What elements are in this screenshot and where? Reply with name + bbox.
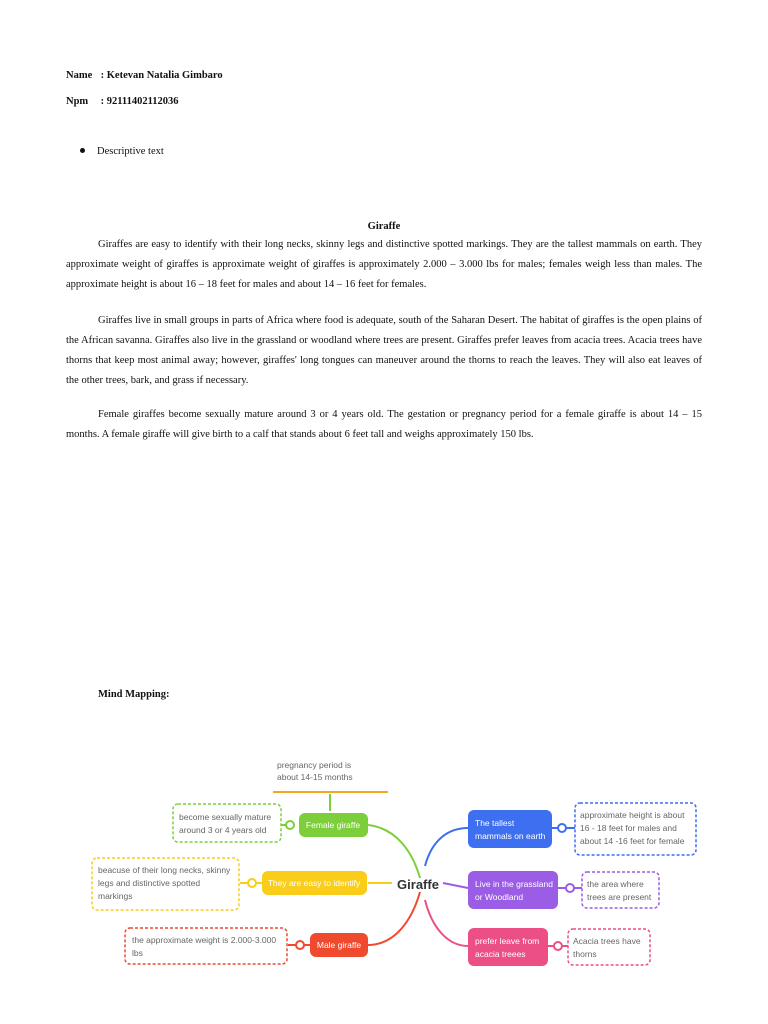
male-giraffe-label: Male giraffe <box>316 940 362 950</box>
acacia-note-line-1: Acacia trees have <box>573 936 641 946</box>
acacia-node <box>468 928 548 966</box>
top-note-line-2: about 14-15 months <box>277 772 353 782</box>
bullet-item <box>80 146 164 157</box>
grassland-note-box <box>582 872 659 908</box>
connector-male <box>368 892 420 945</box>
grassland-label-line-1: Live in the grassland <box>475 879 553 889</box>
paragraph-1: Giraffes are easy to identify with their long necks, skinny legs and distinctive spotted markings. They are the tallest mammals on earth. They approximate weight of giraffes is approximate weight of giraffes is approximately 2.000 – 3.000 lbs for males; females weigh less than males. The approximate height is about 16 – 18 feet for males and about 14 – 16 feet for females. <box>66 239 702 290</box>
female-note-line-2: around 3 or 4 years old <box>179 825 267 835</box>
tallest-label-line-1: The tallest <box>475 818 515 828</box>
acacia-note-box <box>568 929 650 965</box>
acacia-label-line-2: acacia treees <box>475 949 526 959</box>
tallest-connector-dot <box>558 824 566 832</box>
npm-value: : 92111402112036 <box>100 96 179 107</box>
male-note-box <box>125 928 287 964</box>
female-connector-dot <box>286 821 294 829</box>
bullet-dot-icon <box>80 148 85 153</box>
mind-mapping-heading: Mind Mapping: <box>98 689 170 700</box>
connector-tallest <box>425 828 468 866</box>
tallest-mammals-node <box>468 810 552 848</box>
document-title: Giraffe <box>367 221 401 232</box>
identify-note-line-2: legs and distinctive spotted <box>98 878 201 888</box>
grassland-label-line-2: or Woodland <box>475 892 524 902</box>
female-giraffe-label: Female giraffe <box>305 820 361 830</box>
tallest-note-line-3: about 14 -16 feet for female <box>580 836 685 846</box>
identify-connector-dot <box>248 879 256 887</box>
male-note-line-1: the approximate weight is 2.000-3.000 <box>132 935 277 945</box>
acacia-connector-dot <box>554 942 562 950</box>
name-line <box>66 70 223 81</box>
top-note-text <box>277 760 354 782</box>
npm-line <box>66 96 179 107</box>
female-note-line-1: become sexually mature <box>179 812 272 822</box>
identify-note-line-3: markings <box>98 891 133 901</box>
center-node: Giraffe <box>397 877 439 892</box>
bullet-text: Descriptive text <box>97 146 164 157</box>
connector-female <box>368 825 420 878</box>
female-note-box <box>173 804 281 842</box>
name-value: : Ketevan Natalia Gimbaro <box>100 70 223 81</box>
acacia-note-line-2: thorns <box>573 949 597 959</box>
acacia-label-line-1: prefer leave from <box>475 936 540 946</box>
identify-note-line-1: beacuse of their long necks, skinny <box>98 865 231 875</box>
top-note-line-1: pregnancy period is <box>277 760 352 770</box>
male-note-line-2: lbs <box>132 948 143 958</box>
tallest-note-line-2: 16 - 18 feet for males and <box>580 823 677 833</box>
paragraph-3: Female giraffes become sexually mature around 3 or 4 years old. The gestation or pregnancy period for a female giraffe is about 14 – 15 months. A female giraffe will give birth to a calf that stands about 6 feet tall and weighs approximately 150 lbs. <box>66 409 702 440</box>
easy-to-identify-label: They are easy to identify <box>267 878 361 888</box>
connector-grassland <box>443 883 468 888</box>
paragraph-2: Giraffes live in small groups in parts of Africa where food is adequate, south of the Saharan Desert. The habitat of giraffes is the open plains of the African savanna. Giraffes also live in the grassland or woodland where trees are present. Giraffes prefer leaves from acacia trees. Acacia trees have thorns that keep most animal away; however, giraffes' long tongues can maneuver around the thorns to reach the leaves. They will also eat leaves of the other trees, bark, and grass if necessary. <box>66 315 702 386</box>
tallest-label-line-2: mammals on earth <box>475 831 546 841</box>
connector-acacia <box>425 900 468 946</box>
mind-map <box>0 700 768 990</box>
name-label: Name <box>66 70 93 81</box>
grassland-node <box>468 871 558 909</box>
npm-label: Npm <box>66 96 89 107</box>
tallest-note-text <box>580 810 687 846</box>
grassland-note-line-1: the area where <box>587 879 644 889</box>
male-connector-dot <box>296 941 304 949</box>
grassland-note-line-2: trees are present <box>587 892 652 902</box>
tallest-note-line-1: approximate height is about <box>580 810 685 820</box>
grassland-connector-dot <box>566 884 574 892</box>
